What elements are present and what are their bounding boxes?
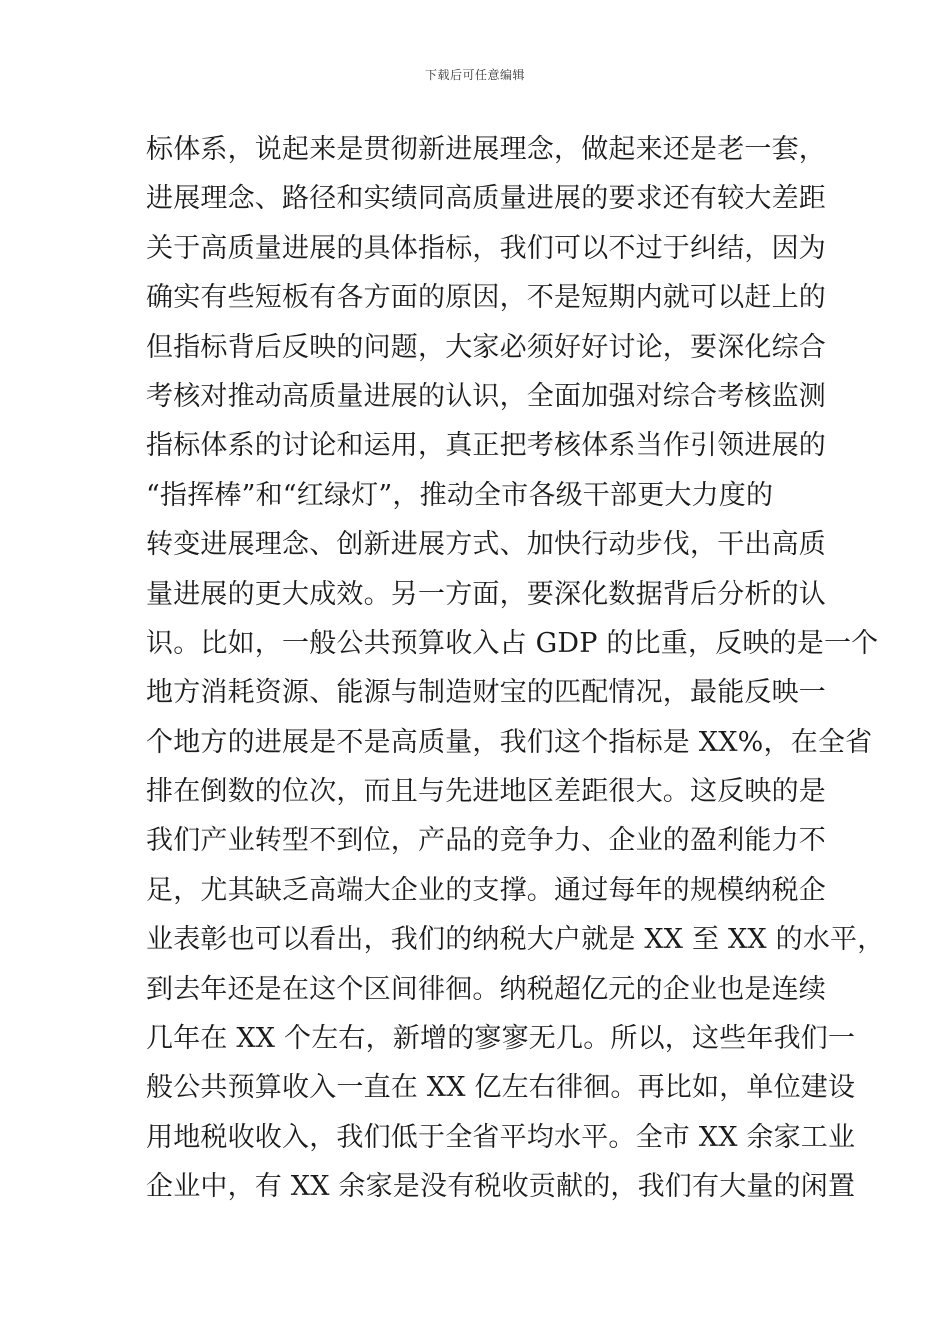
text-line: 地方消耗资源、能源与制造财宝的匹配情况，最能反映一 <box>146 677 826 709</box>
text-line: 但指标背后反映的问题，大家必须好好讨论，要深化综合 <box>146 331 826 363</box>
text-line: 关于高质量进展的具体指标，我们可以不过于纠结，因为 <box>146 232 826 264</box>
text-line: 业表彰也可以看出，我们的纳税大户就是 XX 至 XX 的水平， <box>146 924 885 956</box>
text-line: 确实有些短板有各方面的原因，不是短期内就可以赶上的 <box>146 282 826 314</box>
text-line: “指挥棒”和“红绿灯”，推动全市各级干部更大力度的 <box>146 479 774 511</box>
text-line: 排在倒数的位次，而且与先进地区差距很大。这反映的是 <box>146 776 826 808</box>
text-line: 转变进展理念、创新进展方式、加快行动步伐，干出高质 <box>146 529 826 561</box>
text-line: 标体系，说起来是贯彻新进展理念，做起来还是老一套， <box>146 134 826 165</box>
text-line: 几年在 XX 个左右，新增的寥寥无几。所以，这些年我们一 <box>146 1023 856 1055</box>
text-line: 个地方的进展是不是高质量，我们这个指标是 XX%，在全省 <box>146 726 873 758</box>
text-line: 量进展的更大成效。另一方面，要深化数据背后分析的认 <box>146 578 826 610</box>
text-line: 般公共预算收入一直在 XX 亿左右徘徊。再比如，单位建设 <box>146 1072 856 1104</box>
text-line: 进展理念、路径和实绩同高质量进展的要求还有较大差距 <box>146 183 826 215</box>
text-line: 到去年还是在这个区间徘徊。纳税超亿元的企业也是连续 <box>146 973 826 1005</box>
text-line: 用地税收收入，我们低于全省平均水平。全市 XX 余家工业 <box>146 1121 856 1153</box>
text-line: 考核对推动高质量进展的认识，全面加强对综合考核监测 <box>146 380 826 412</box>
body-text <box>146 125 885 1212</box>
text-line: 我们产业转型不到位，产品的竞争力、企业的盈利能力不 <box>146 825 826 857</box>
text-line: 识。比如，一般公共预算收入占 GDP 的比重，反映的是一个 <box>146 627 879 659</box>
text-line: 企业中，有 XX 余家是没有税收贡献的，我们有大量的闲置 <box>146 1171 856 1203</box>
page-header: 下载后可任意编辑 <box>424 68 525 82</box>
text-line: 足，尤其缺乏高端大企业的支撑。通过每年的规模纳税企 <box>146 874 826 906</box>
text-line: 指标体系的讨论和运用，真正把考核体系当作引领进展的 <box>146 430 826 462</box>
